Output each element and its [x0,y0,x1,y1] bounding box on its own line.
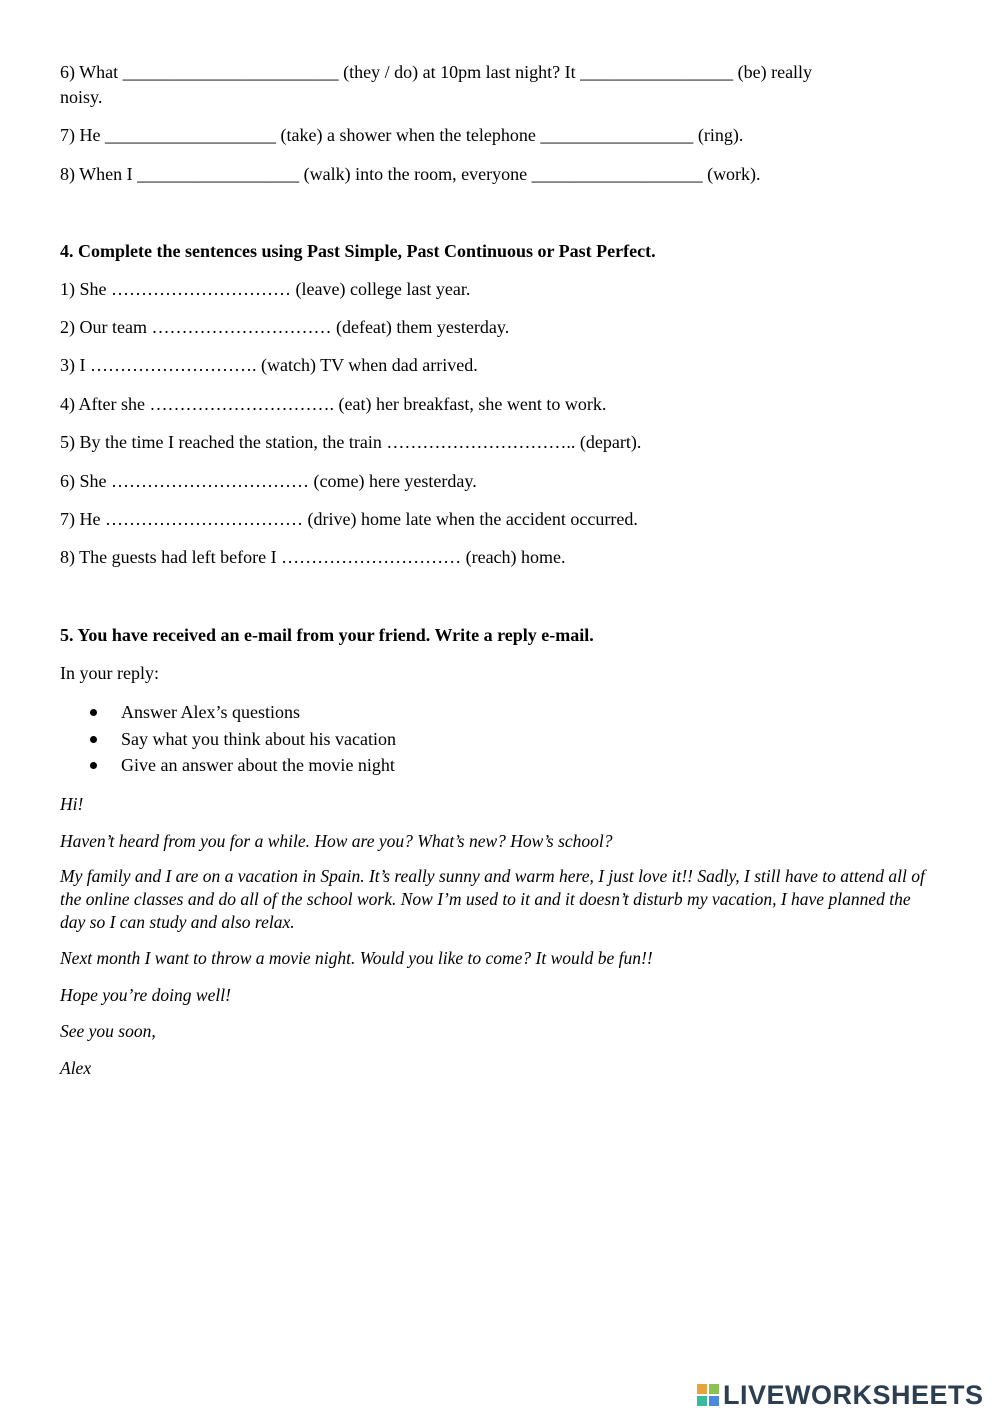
bullet-item [88,726,396,753]
email-paragraph-4: Hope you’re doing well! [60,985,231,1005]
bullet-item [88,699,396,726]
exercise5-bullet-list [88,699,396,779]
exercise4-item-7: 7) He …………………………… (drive) home late when the accident occurred. [60,509,638,529]
bullet-item [88,752,396,779]
exercise3-item-6: 6) What ________________________ (they / do) at 10pm last night? It _________________ (be) really [60,62,813,82]
logo-tile-icon [709,1396,719,1406]
exercise3-item-6-continued: noisy. [60,87,103,107]
exercise4-item-1: 1) She ………………………… (leave) college last year. [60,279,471,299]
bullet-text: Give an answer about the movie night [121,755,395,775]
exercise4-item-3: 3) I ………………………. (watch) TV when dad arrived. [60,355,478,375]
logo-tile-icon [697,1396,707,1406]
exercise5-intro: In your reply: [60,663,159,683]
exercise3-item-7: 7) He ___________________ (take) a shower when the telephone _________________ (ring). [60,125,744,145]
email-signature: Alex [60,1058,92,1078]
email-paragraph-1: Haven’t heard from you for a while. How are you? What’s new? How’s school? [60,831,613,851]
exercise3-item-8: 8) When I __________________ (walk) into the room, everyone ___________________ (work). [60,164,761,184]
logo-tile-icon [709,1384,719,1394]
exercise4-heading: 4. Complete the sentences using Past Simple, Past Continuous or Past Perfect. [60,241,656,261]
logo-tiles-icon [697,1384,719,1406]
exercise5-heading: 5. You have received an e-mail from your friend. Write a reply e-mail. [60,625,594,645]
exercise4-item-6: 6) She …………………………… (come) here yesterday. [60,471,477,491]
email-paragraph-2: My family and I are on a vacation in Spain. It’s really sunny and warm here, I just love it!! Sadly, I still have to attend all of the online classes and do all of the school work. Now I’m used to it and it doesn’t disturb my vacation, I have planned the day so I can study and also relax. [60,866,925,932]
exercise4-item-8: 8) The guests had left before I ………………………… (reach) home. [60,547,566,567]
bullet-icon [90,762,97,769]
logo-text: LIVEWORKSHEETS [723,1379,984,1410]
bullet-icon [90,736,97,743]
email-closing: See you soon, [60,1021,156,1041]
exercise4-item-4: 4) After she …………………………. (eat) her breakfast, she went to work. [60,394,607,414]
logo-tile-icon [697,1384,707,1394]
exercise4-item-5: 5) By the time I reached the station, the train ………………………….. (depart). [60,432,642,452]
liveworksheets-logo [697,1380,984,1410]
bullet-icon [90,709,97,716]
bullet-text: Say what you think about his vacation [121,728,396,749]
exercise4-item-2: 2) Our team ………………………… (defeat) them yesterday. [60,317,510,337]
bullet-text: Answer Alex’s questions [121,702,300,722]
email-paragraph-3: Next month I want to throw a movie night. Would you like to come? It would be fun!! [60,948,653,968]
email-greeting: Hi! [60,794,84,814]
